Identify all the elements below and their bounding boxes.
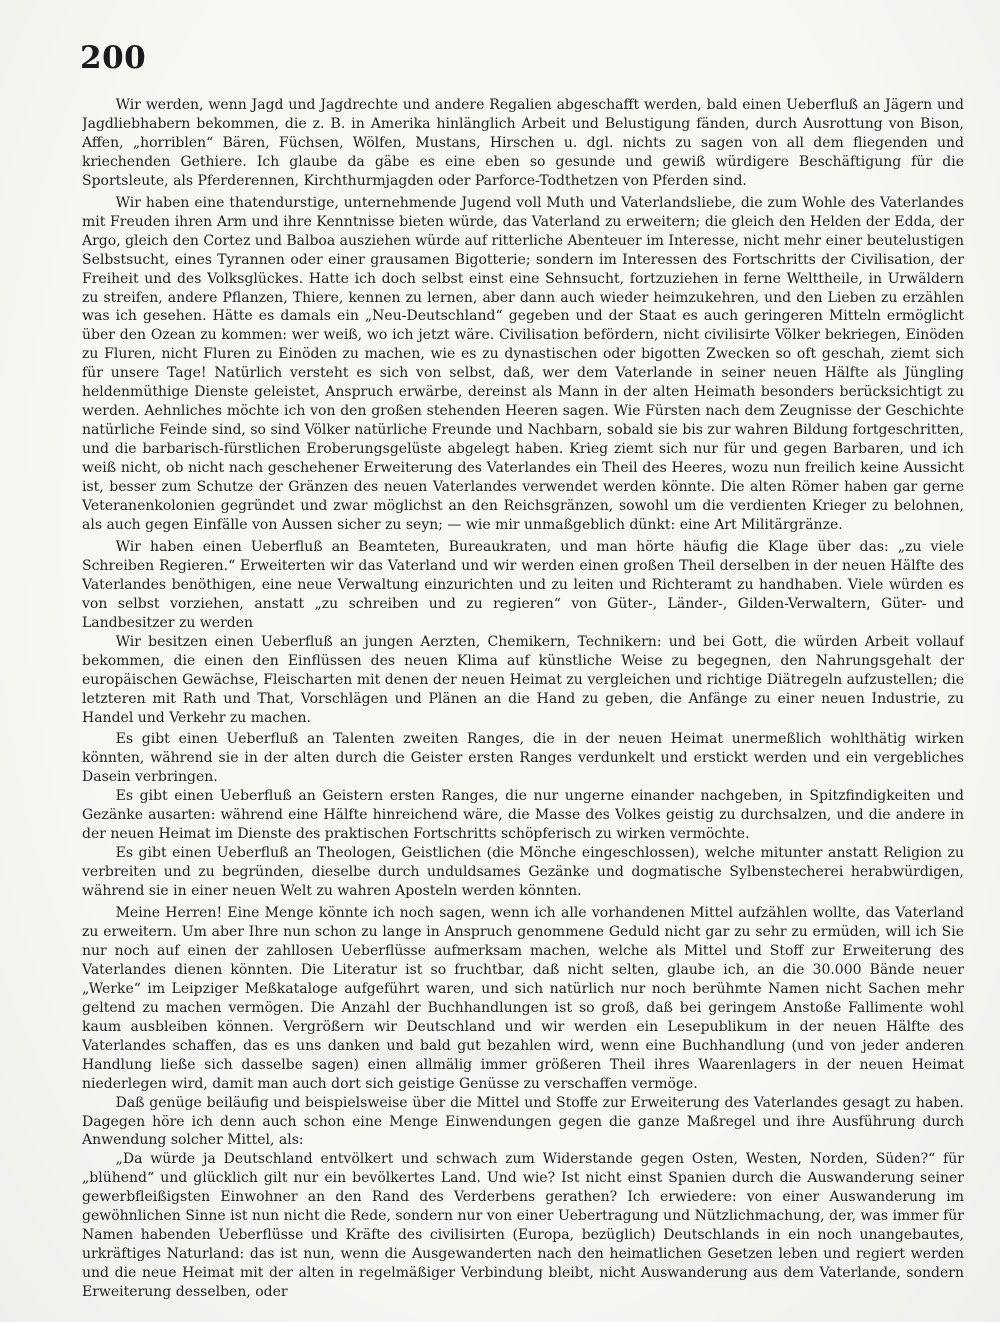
paragraph: Wir haben eine thatendurstige, unternehmende Jugend voll Muth und Vaterlandsliebe, die zum Wohle des Vaterlandes mit Freuden ihren Arm und ihre Kenntnisse bieten würde, das Vaterland zu erweitern; die gleich den Helden der Edda, der Argo, gleich den Cortez und Balboa ausziehen würde auf ritterliche Abenteuer im Interesse, nicht mehr einer beutelustigen Selbstsucht, eines Tyrannen oder einer grausamen Bigotterie; sondern im Interessen des Fortschritts der Civilisation, der Freiheit und des Volksglückes. Hatte ich doch selbst einst eine Sehnsucht, fortzuziehen in ferne Welttheile, in Urwäldern zu streifen, andere Pflanzen, Thiere, kennen zu lernen, aber dann auch wieder heimzukehren, und den Lieben zu erzählen was ich gesehen. Hätte es damals ein „Neu-Deutschland“ gegeben und der Staat es auch geringeren Mitteln ermöglicht über den Ozean zu kommen: wer weiß, wo ich jetzt wäre. Civilisation befördern, nicht civilisirte Völker bekriegen, Einöden zu Fluren, nicht Fluren zu Einöden zu machen, wie es zu dynastischen oder bigotten Zwecken so oft geschah, ziemt sich für unsere Tage! Natürlich versteht es sich von selbst, daß, wer dem Vaterlande in seiner neuen Hälfte als Jüngling heldenmüthige Dienste geleistet, Anspruch erwärbe, dereinst als Mann in der alten Heimath besonders berücksichtigt zu werden. Aehnliches möchte ich von den großen stehenden Heeren sagen. Wie Fürsten nach dem Zeugnisse der Geschichte natürliche Feinde sind, so sind Völker natürliche Freunde und Nachbarn, sobald sie bis zur wahren Bildung fortgeschritten, und die barbarisch-fürstlichen Eroberungsgelüste abgelegt haben. Krieg ziemt sich nur für und gegen Barbaren, und ich weiß nicht, ob nicht nach geschehener Erweiterung des Vaterlandes ein Theil des Heeres, wozu nun freilich keine Aussicht ist, besser zum Schutze der Gränzen des neuen Vaterlandes verwendet werden könnte. Die alten Römer haben gar gerne Veteranenkolonien gegründet und zwar möglichst an den Reichsgränzen, sowohl um die verdienten Krieger zu belohnen, als auch gegen Einfälle von Aussen sicher zu seyn; — wie mir unmaßgeblich dünkt: eine Art Militärgränze. bbox=[82, 194, 964, 533]
paragraph: Es gibt einen Ueberfluß an Talenten zweiten Ranges, die in der neuen Heimat unermeßlich wohlthätig wirken könnten, während sie in der alten durch die Geister ersten Ranges verdunkelt und erstickt werden und ein vergebliches Dasein verbringen. bbox=[82, 731, 964, 786]
paragraph: „Da würde ja Deutschland entvölkert und schwach zum Widerstande gegen Osten, Westen, Norden, Süden?“ für „blühend“ und glücklich gilt nur ein bevölkertes Land. Und wie? Ist nicht einst Spanien durch die Auswanderung seiner gewerbfleißigsten Einwohner an den Rand des Verderbens gerathen? Ich erwiedere: von einer Auswanderung im gewöhnlichen Sinne ist nun nicht die Rede, sondern nur von einer Uebertragung und Nützlichmachung, der, was immer für Namen habenden Ueberflüsse und Kräfte des civilisirten (Europa, bezüglich) Deutschlands in ein noch unangebautes, urkräftiges Naturland: das ist nun, wenn die Ausgewanderten nach den heimatlichen Gesetzen leben und regiert werden und die neue Heimat mit der alten in regelmäßiger Verbindung bleibt, nicht Auswanderung aus dem Vaterlande, sondern Erweiterung desselben, oder bbox=[82, 1151, 964, 1301]
paragraph: Wir werden, wenn Jagd und Jagdrechte und andere Regalien abgeschafft werden, bald einen Ueberfluß an Jägern und Jagdliebhabern bekommen, die z. B. in Amerika hinlänglich Arbeit und Belustigung fänden, durch Ausrottung von Bison, Affen, „horriblen“ Bären, Füchsen, Wölfen, Mustans, Hirschen u. dgl. nichts zu sagen von all dem fliegenden und kriechenden Gethiere. Ich glaube da gäbe es eine eben so gesunde und gewiß würdigere Beschäftigung für die Sportsleute, als Pferderennen, Kirchthurmjagden oder Parforce-Todthetzen von Pferden sind. bbox=[82, 97, 964, 189]
paragraph: Wir besitzen einen Ueberfluß an jungen Aerzten, Chemikern, Technikern: und bei Gott, die würden Arbeit vollauf bekommen, die einen den Einflüssen des neuen Klima auf künstliche Weise zu begegnen, den Nahrungsgehalt der europäischen Gewächse, Fleischarten mit denen der neuen Heimat zu vergleichen und richtige Diätregeln aufzustellen; die letzteren mit Rath und That, Vorschlägen und Plänen an die Hand zu geben, die Anfänge zu einer neuen Industrie, zu Handel und Verkehr zu machen. bbox=[82, 633, 964, 726]
paragraph: Es gibt einen Ueberfluß an Geistern ersten Ranges, die nur ungerne einander nachgeben, in Spitzfindigkeiten und Gezänke ausarten: während eine Hälfte hinreichend wäre, die Masse des Volkes geistig zu durchsalzen, und die andere in der neuen Heimat im Dienste des praktischen Fortschritts schöpferisch zu wirken vermöchte. bbox=[82, 788, 964, 843]
paragraph: Daß genüge beiläufig und beispielsweise über die Mittel und Stoffe zur Erweiterung des Vaterlandes gesagt zu haben. Dagegen höre ich denn auch schon eine Menge Einwendungen gegen die ganze Maßregel und ihre Ausführung durch Anwendung solcher Mittel, als: bbox=[82, 1094, 964, 1149]
paragraph: Es gibt einen Ueberfluß an Theologen, Geistlichen (die Mönche eingeschlossen), welche mitunter anstatt Religion zu verbreiten und zu begründen, dieselbe durch unduldsames Gezänke und dogmatische Sylbenstecherei herabwürdigen, während sie in einer neuen Welt zu wahren Aposteln werden könnten. bbox=[82, 845, 964, 900]
paragraph: Wir haben einen Ueberfluß an Beamteten, Bureaukraten, und man hörte häufig die Klage über das: „zu viele Schreiben Regieren.“ Erweiterten wir das Vaterland und wir werden einen großen Theil derselben in der neuen Hälfte des Vaterlandes benöthigen, eine neue Verwaltung einzurichten und zu leiten und Richteramt zu handhaben. Viele würden es von selbst vorziehen, anstatt „zu schreiben und zu regieren“ von Güter-, Länder-, Gilden-Verwaltern, Güter- und Landbesitzer zu werden bbox=[82, 538, 964, 631]
page-number: 200 bbox=[80, 40, 147, 76]
page-body bbox=[82, 96, 964, 1308]
paragraph: Meine Herren! Eine Menge könnte ich noch sagen, wenn ich alle vorhandenen Mittel aufzählen wollte, das Vaterland zu erweitern. Um aber Ihre nun schon zu lange in Anspruch genommene Geduld nicht gar zu sehr zu ermüden, will ich Sie nur noch auf einen der zahllosen Ueberflüsse aufmerksam machen, welche als Mittel und Stoff zur Erweiterung des Vaterlandes dienen könnten. Die Literatur ist so fruchtbar, daß nicht selten, glaube ich, an die 30.000 Bände neuer „Werke“ im Leipziger Meßkataloge aufgeführt waren, und sich natürlich nur noch berühmte Namen nicht Sachen mehr geltend zu machen vermögen. Die Anzahl der Buchhandlungen ist so groß, daß bei geringem Anstoße Fallimente wohl kaum ausbleiben können. Vergrößern wir Deutschland und wir werden ein Lesepublikum in der neuen Hälfte des Vaterlandes schaffen, das es uns danken und bald gut bezahlen wird, wenn eine Buchhandlung (und von jeder anderen Handlung ließe sich dasselbe sagen) einen allmälig immer größeren Theil ihres Waarenlagers in der neuen Heimat niederlegen wird, damit man auch dort sich geistige Genüsse zu verschaffen vermöge. bbox=[82, 905, 964, 1092]
